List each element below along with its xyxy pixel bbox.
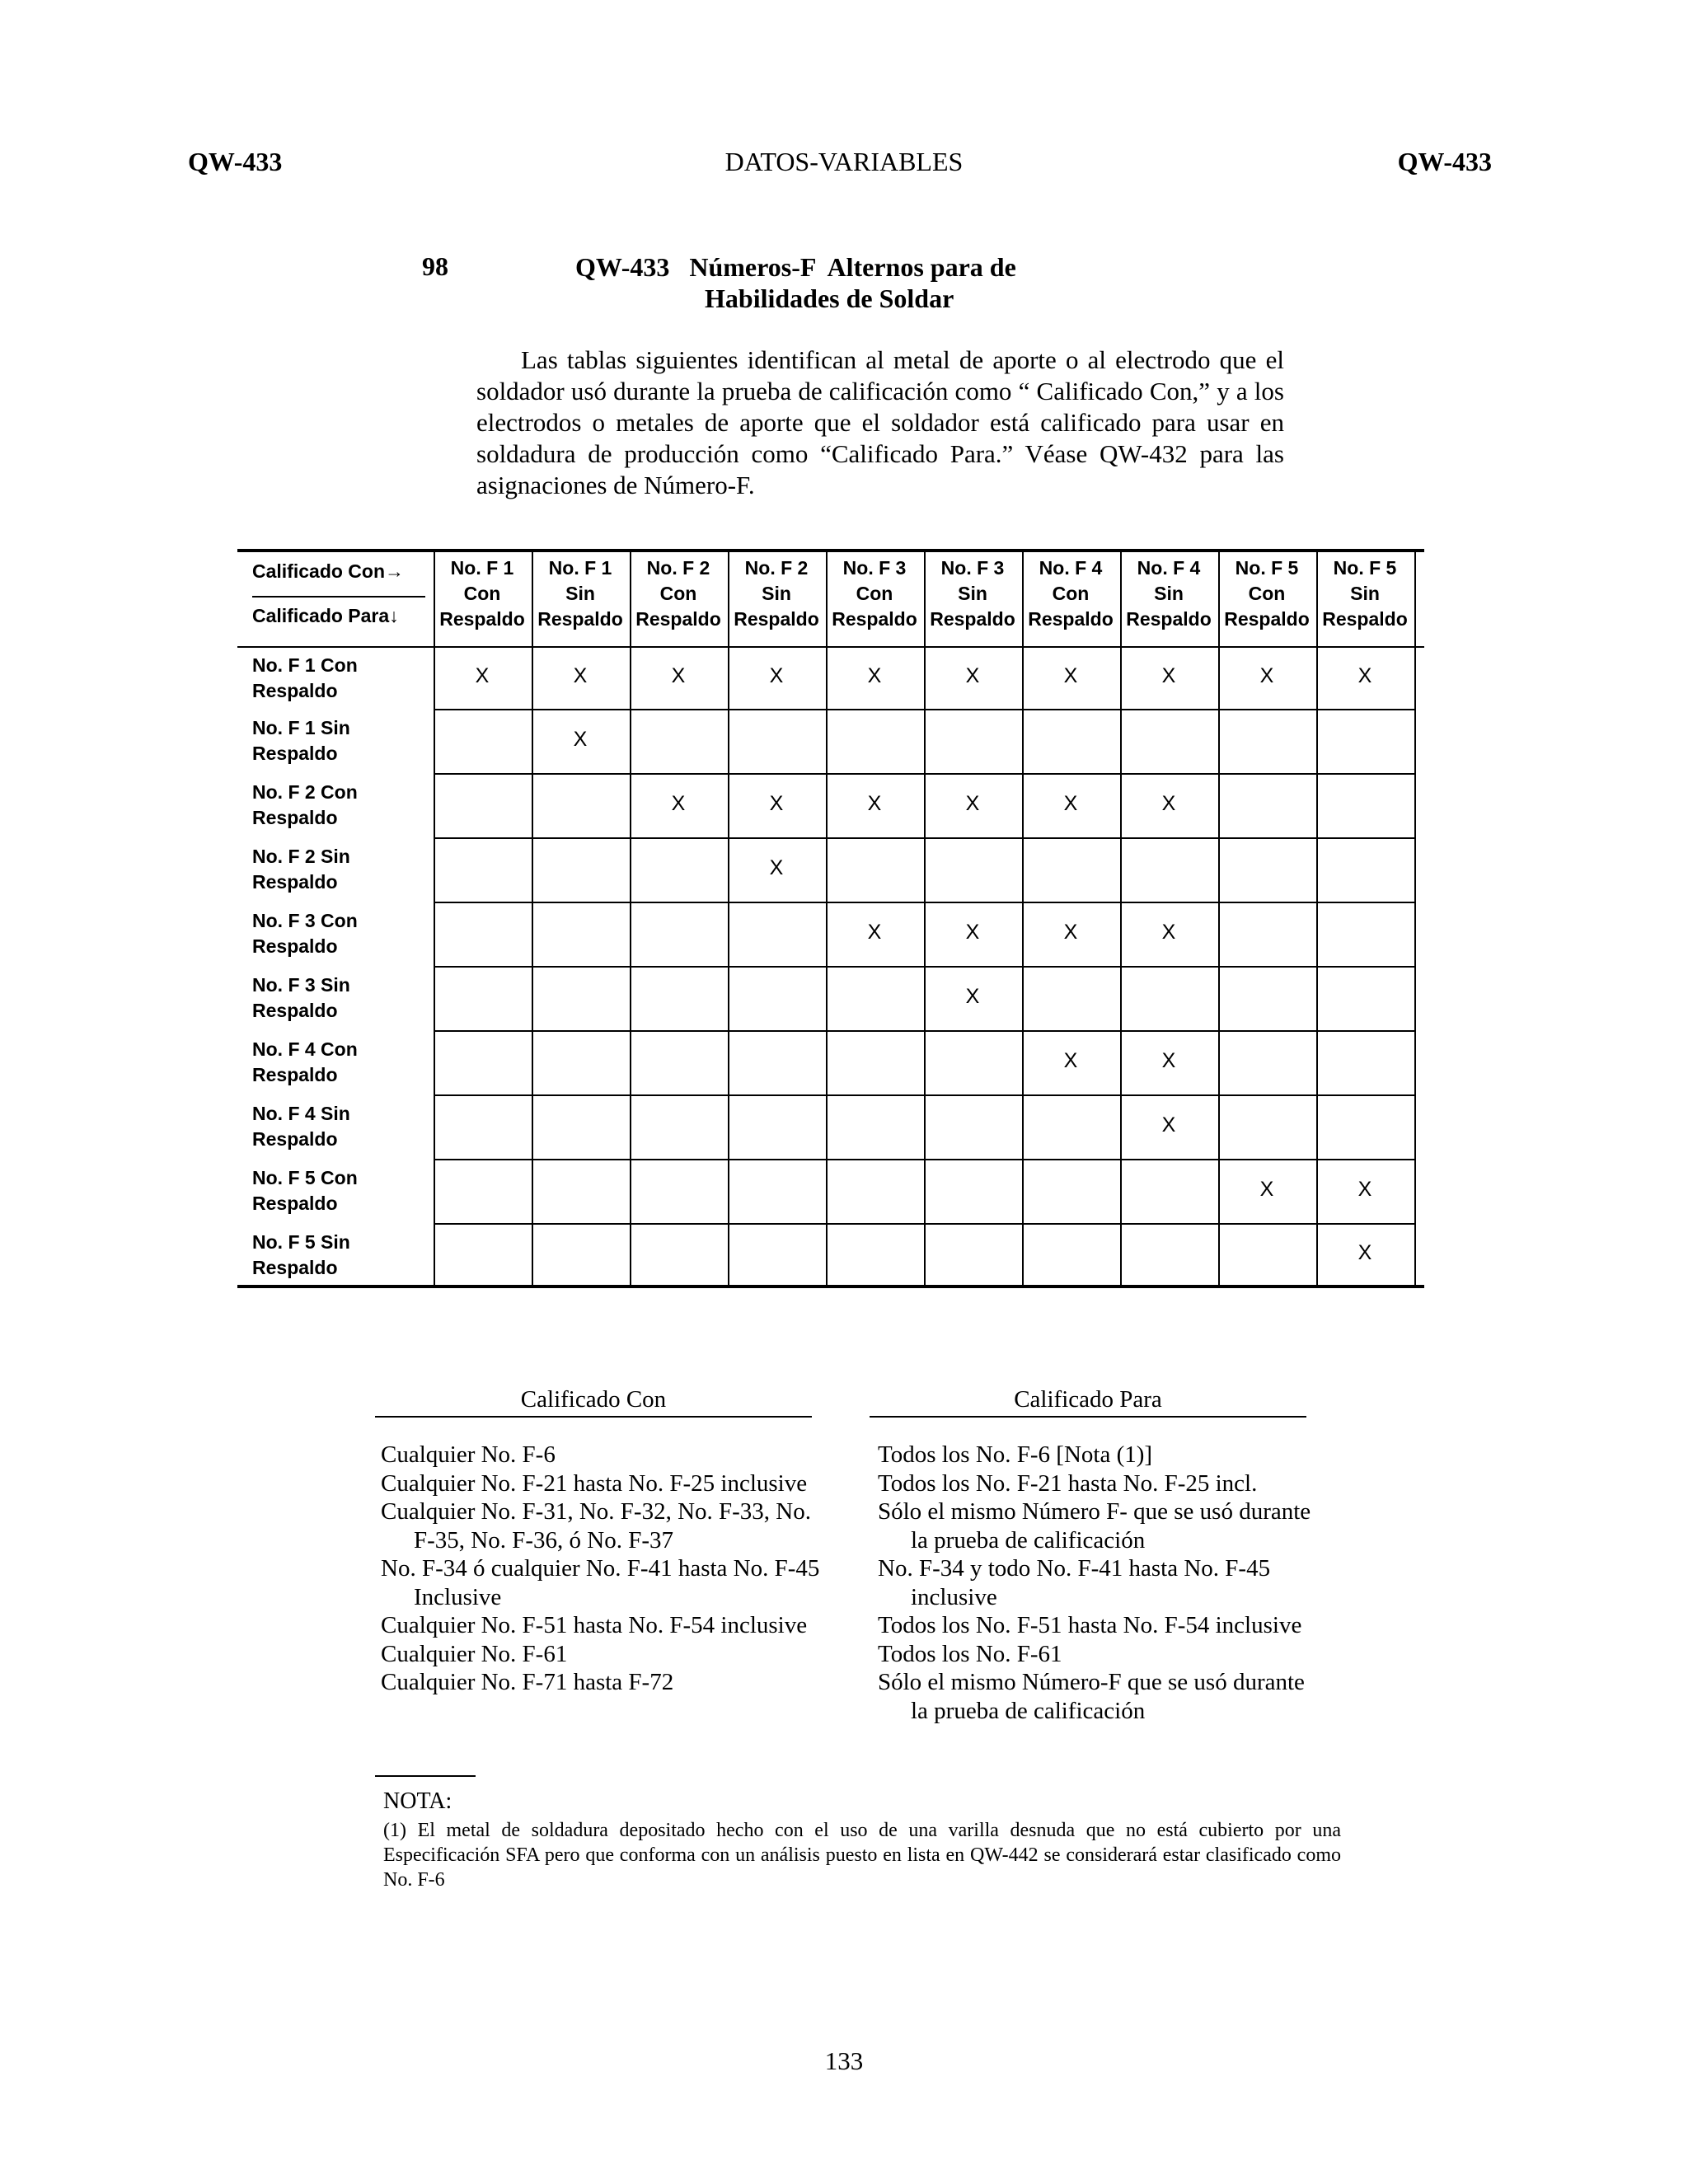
matrix-col-divider — [1414, 552, 1416, 1285]
note-text: (1) El metal de soldadura depositado hecho con el uso de una varilla desnuda que no está cubierto por una Especificación SFA pero que conforma con un análisis puesto en lista en QW-442 se considerará estar clasificado como No. F-6 — [383, 1820, 1341, 1891]
column-header-l1: No. F 1 — [450, 557, 514, 579]
row-header-l2: Respaldo — [252, 1193, 338, 1214]
list-item: Cualquier No. F-71 hasta F-72 — [381, 1669, 674, 1695]
matrix-row-header — [252, 1230, 425, 1281]
matrix-row-header — [252, 1101, 425, 1152]
matrix-cell-mark: X — [1161, 792, 1176, 815]
matrix-column-header — [434, 555, 531, 632]
row-header-l1: No. F 1 Sin — [252, 717, 350, 738]
note-title: NOTA: — [383, 1788, 452, 1814]
list-item: Cualquier No. F-51 hasta No. F-54 inclusive — [381, 1612, 808, 1638]
matrix-cell-mark: X — [1161, 664, 1176, 687]
header-left-code: QW-433 — [188, 147, 283, 176]
list-item-continuation: inclusive — [911, 1583, 997, 1610]
column-header-l2: Con — [856, 583, 893, 604]
matrix-cell-mark: X — [1357, 1178, 1372, 1201]
column-header-l3: Respaldo — [734, 608, 819, 630]
row-header-l1: No. F 4 Sin — [252, 1103, 350, 1124]
column-header-l1: No. F 3 — [940, 557, 1005, 579]
matrix-cell-mark: X — [1259, 664, 1274, 687]
matrix-row-header — [252, 844, 425, 895]
matrix-col-divider — [630, 552, 631, 1285]
matrix-cell-mark: X — [573, 728, 588, 751]
matrix-cell-mark: X — [1161, 1113, 1176, 1137]
list-item: Sólo el mismo Número F- que se usó durante — [878, 1498, 1311, 1525]
list-item: Sólo el mismo Número-F que se usó durante — [878, 1669, 1305, 1695]
list-item: Todos los No. F-6 [Nota (1)] — [878, 1441, 1153, 1468]
matrix-cell-mark: X — [769, 664, 784, 687]
row-header-l2: Respaldo — [252, 1000, 338, 1021]
section-title — [575, 251, 1016, 314]
matrix-cell-mark: X — [573, 664, 588, 687]
list-item: No. F-34 y todo No. F-41 hasta No. F-45 — [878, 1555, 1271, 1582]
row-header-l1: No. F 4 Con — [252, 1038, 358, 1060]
list-item: Cualquier No. F-6 — [381, 1441, 556, 1468]
matrix-cell-mark: X — [475, 664, 490, 687]
matrix-row-header — [252, 972, 425, 1024]
matrix-cell-mark: X — [1063, 1049, 1078, 1072]
matrix-col-divider — [1316, 552, 1318, 1285]
column-header-l3: Respaldo — [930, 608, 1015, 630]
row-header-l2: Respaldo — [252, 1064, 338, 1085]
list-calificado-para — [878, 1441, 1356, 1725]
page-number: 133 — [824, 2046, 864, 2075]
matrix-cell-mark: X — [867, 792, 882, 815]
matrix-corner-rule — [252, 596, 425, 598]
row-header-l2: Respaldo — [252, 680, 338, 701]
intro-text: Las tablas siguientes identifican al metal de aporte o al electrodo que el soldador usó durante la prueba de calificación como “ Calificado Con,” y a los electrodos o metales de aporte que el soldador está calificado para usar en soldadura de producción como “Calificado Para.” Véase QW-432 para las asignaciones de Número-F. — [476, 345, 1284, 499]
row-header-l1: No. F 3 Con — [252, 910, 358, 931]
matrix-cell-mark: X — [965, 985, 980, 1008]
list-item: Todos los No. F-51 hasta No. F-54 inclusive — [878, 1612, 1302, 1638]
column-header-l2: Sin — [1350, 583, 1380, 604]
matrix-cell-mark: X — [1063, 664, 1078, 687]
matrix-cell-mark: X — [1357, 1240, 1372, 1264]
column-header-l1: No. F 1 — [548, 557, 612, 579]
matrix-column-header — [532, 555, 629, 632]
matrix-cell-mark: X — [965, 921, 980, 944]
row-header-l1: No. F 5 Sin — [252, 1231, 350, 1253]
matrix-corner-calificado-para: Calificado Para↓ — [252, 605, 399, 626]
column-header-l3: Respaldo — [1322, 608, 1408, 630]
list-calificado-con — [381, 1441, 842, 1697]
matrix-cell-mark: X — [671, 664, 686, 687]
matrix-corner-calificado-con: Calificado Con→ — [252, 560, 405, 582]
column-header-l3: Respaldo — [832, 608, 917, 630]
row-header-l2: Respaldo — [252, 807, 338, 828]
row-header-l1: No. F 2 Con — [252, 781, 358, 803]
matrix-cell-mark: X — [1259, 1178, 1274, 1201]
column-header-l3: Respaldo — [1126, 608, 1212, 630]
matrix-row-rule — [434, 1223, 1414, 1225]
section-title-line2: Habilidades de Soldar — [705, 284, 954, 313]
row-header-l1: No. F 2 Sin — [252, 846, 350, 867]
matrix-row-rule — [434, 837, 1414, 839]
matrix-cell-mark: X — [1161, 1049, 1176, 1072]
column-header-l3: Respaldo — [439, 608, 525, 630]
list-item-continuation: la prueba de calificación — [911, 1697, 1146, 1724]
list-item: Cualquier No. F-61 — [381, 1640, 568, 1667]
matrix-col-divider — [1218, 552, 1220, 1285]
row-header-l1: No. F 3 Sin — [252, 974, 350, 996]
list-item: Todos los No. F-61 — [878, 1640, 1062, 1667]
column-header-l1: No. F 5 — [1235, 557, 1299, 579]
column-header-l1: No. F 4 — [1137, 557, 1201, 579]
matrix-row-header — [252, 715, 425, 766]
header-right-code: QW-433 — [1397, 147, 1492, 176]
matrix-row-header — [252, 653, 425, 704]
f-number-matrix — [237, 549, 1424, 1288]
column-header-l2: Con — [463, 583, 501, 604]
row-header-l2: Respaldo — [252, 871, 338, 893]
matrix-column-header — [1218, 555, 1315, 632]
list-rule-para — [870, 1416, 1306, 1418]
list-heading-calificado-con: Calificado Con — [520, 1386, 667, 1413]
row-header-l2: Respaldo — [252, 935, 338, 957]
list-item-continuation: la prueba de calificación — [911, 1526, 1146, 1554]
matrix-col-divider — [1022, 552, 1024, 1285]
row-header-l1: No. F 1 Con — [252, 654, 358, 676]
matrix-col-divider — [728, 552, 729, 1285]
section-title-line1: QW-433 Números-F Alternos para de — [575, 252, 1016, 282]
matrix-row-rule — [434, 773, 1414, 775]
intro-paragraph — [476, 344, 1284, 501]
row-header-l2: Respaldo — [252, 1257, 338, 1278]
list-item: Cualquier No. F-31, No. F-32, No. F-33, No. — [381, 1498, 811, 1525]
matrix-row-header — [252, 908, 425, 959]
matrix-cell-mark: X — [965, 664, 980, 687]
matrix-row-header — [252, 780, 425, 831]
matrix-col-divider — [826, 552, 828, 1285]
column-header-l2: Sin — [958, 583, 987, 604]
column-header-l2: Con — [1248, 583, 1286, 604]
note-rule — [375, 1775, 476, 1777]
matrix-cell-mark: X — [769, 856, 784, 879]
column-header-l1: No. F 2 — [646, 557, 710, 579]
list-item: No. F-34 ó cualquier No. F-41 hasta No. F-45 — [381, 1555, 820, 1582]
matrix-column-header — [1316, 555, 1414, 632]
list-rule-con — [375, 1416, 812, 1418]
matrix-top-border — [237, 549, 1424, 552]
column-header-l3: Respaldo — [1224, 608, 1310, 630]
matrix-column-header — [1120, 555, 1217, 632]
matrix-row-rule — [434, 1159, 1414, 1160]
matrix-bottom-border — [237, 1285, 1424, 1288]
matrix-row-rule — [434, 709, 1414, 710]
matrix-col-divider — [532, 552, 533, 1285]
column-header-l1: No. F 3 — [842, 557, 907, 579]
section-number: 98 — [422, 251, 448, 281]
column-header-l2: Sin — [1154, 583, 1184, 604]
column-header-l2: Con — [659, 583, 697, 604]
column-header-l1: No. F 2 — [744, 557, 809, 579]
column-header-l2: Sin — [762, 583, 791, 604]
matrix-cell-mark: X — [965, 792, 980, 815]
matrix-row-rule — [434, 966, 1414, 968]
matrix-header-rule — [237, 646, 1424, 648]
matrix-column-header — [924, 555, 1021, 632]
list-item-continuation: F-35, No. F-36, ó No. F-37 — [414, 1526, 673, 1554]
matrix-row-rule — [434, 1030, 1414, 1032]
matrix-column-header — [630, 555, 727, 632]
list-item: Todos los No. F-21 hasta No. F-25 incl. — [878, 1469, 1258, 1497]
matrix-cell-mark: X — [671, 792, 686, 815]
matrix-cell-mark: X — [1357, 664, 1372, 687]
row-header-l1: No. F 5 Con — [252, 1167, 358, 1188]
column-header-l1: No. F 4 — [1039, 557, 1103, 579]
matrix-cell-mark: X — [769, 792, 784, 815]
matrix-cell-mark: X — [867, 921, 882, 944]
column-header-l3: Respaldo — [1028, 608, 1114, 630]
matrix-row-rule — [434, 1094, 1414, 1096]
matrix-column-header — [1022, 555, 1119, 632]
matrix-column-header — [728, 555, 825, 632]
matrix-cell-mark: X — [1161, 921, 1176, 944]
matrix-row-header — [252, 1037, 425, 1088]
column-header-l3: Respaldo — [537, 608, 623, 630]
column-header-l3: Respaldo — [635, 608, 721, 630]
matrix-col-divider — [434, 552, 435, 1285]
matrix-col-divider — [1120, 552, 1122, 1285]
column-header-l1: No. F 5 — [1333, 557, 1397, 579]
matrix-col-divider — [924, 552, 926, 1285]
header-title: DATOS-VARIABLES — [724, 147, 964, 176]
row-header-l2: Respaldo — [252, 1128, 338, 1150]
matrix-cell-mark: X — [1063, 792, 1078, 815]
matrix-row-header — [252, 1165, 425, 1216]
list-item: Cualquier No. F-21 hasta No. F-25 inclusive — [381, 1469, 808, 1497]
list-item-continuation: Inclusive — [414, 1583, 502, 1610]
matrix-cell-mark: X — [1063, 921, 1078, 944]
matrix-column-header — [826, 555, 923, 632]
column-header-l2: Con — [1052, 583, 1090, 604]
row-header-l2: Respaldo — [252, 743, 338, 764]
matrix-row-rule — [434, 902, 1414, 903]
column-header-l2: Sin — [565, 583, 595, 604]
list-heading-calificado-para: Calificado Para — [1014, 1386, 1162, 1413]
matrix-cell-mark: X — [867, 664, 882, 687]
